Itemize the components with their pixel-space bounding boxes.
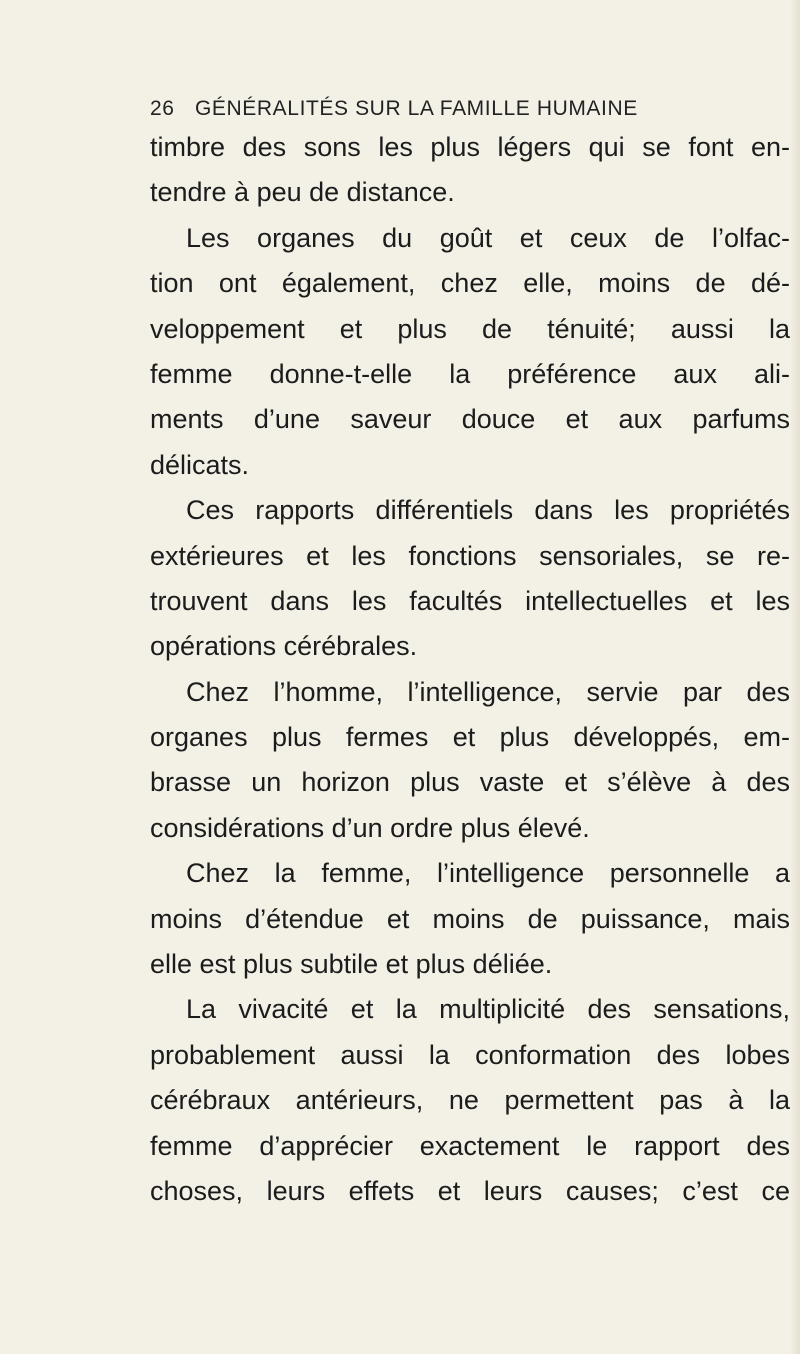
text-line: timbre des sons les plus légers qui se font en- bbox=[150, 132, 790, 162]
text-line: Ces rapports différentiels dans les propriétés bbox=[186, 495, 790, 526]
running-head bbox=[150, 93, 750, 125]
text-line: tion ont également, chez elle, moins de dé- bbox=[150, 268, 790, 299]
text-line: organes plus fermes et plus développés, em- bbox=[150, 722, 790, 753]
text-line: considérations d’un ordre plus élevé. bbox=[150, 812, 590, 843]
text-line: elle est plus subtile et plus déliée. bbox=[150, 949, 553, 980]
text-line: femme donne-t-elle la préférence aux ali- bbox=[150, 358, 790, 389]
text-line: brasse un horizon plus vaste et s’élève à des bbox=[150, 767, 790, 798]
page-edge bbox=[790, 0, 800, 1354]
text-line: moins d’étendue et moins de puissance, mais bbox=[150, 903, 790, 934]
text-line: probablement aussi la conformation des lobes bbox=[150, 1039, 790, 1070]
page-number: 26 bbox=[150, 97, 175, 120]
text-line: choses, leurs effets et leurs causes; c’est ce bbox=[150, 1175, 790, 1206]
text-line: Chez la femme, l’intelligence personnelle a bbox=[186, 858, 790, 889]
text-line: Les organes du goût et ceux de l’olfac- bbox=[186, 222, 790, 253]
page-title: GÉNÉRALITÉS SUR LA FAMILLE HUMAINE bbox=[195, 97, 638, 120]
text-line: La vivacité et la multiplicité des sensations, bbox=[186, 994, 790, 1025]
text-line: tendre à peu de distance. bbox=[150, 177, 455, 208]
text-line: extérieures et les fonctions sensoriales, se re- bbox=[150, 540, 790, 571]
text-line: ments d’une saveur douce et aux parfums bbox=[150, 404, 790, 435]
text-line: Chez l’homme, l’intelligence, servie par des bbox=[186, 676, 790, 707]
text-line: femme d’apprécier exactement le rapport des bbox=[150, 1130, 790, 1161]
text-line: veloppement et plus de ténuité; aussi la bbox=[150, 313, 790, 344]
text-line: opérations cérébrales. bbox=[150, 631, 418, 662]
text-line: trouvent dans les facultés intellectuelles et les bbox=[150, 585, 790, 616]
body-text bbox=[150, 125, 790, 1214]
text-line: cérébraux antérieurs, ne permettent pas à la bbox=[150, 1085, 790, 1116]
text-line: délicats. bbox=[150, 449, 250, 480]
